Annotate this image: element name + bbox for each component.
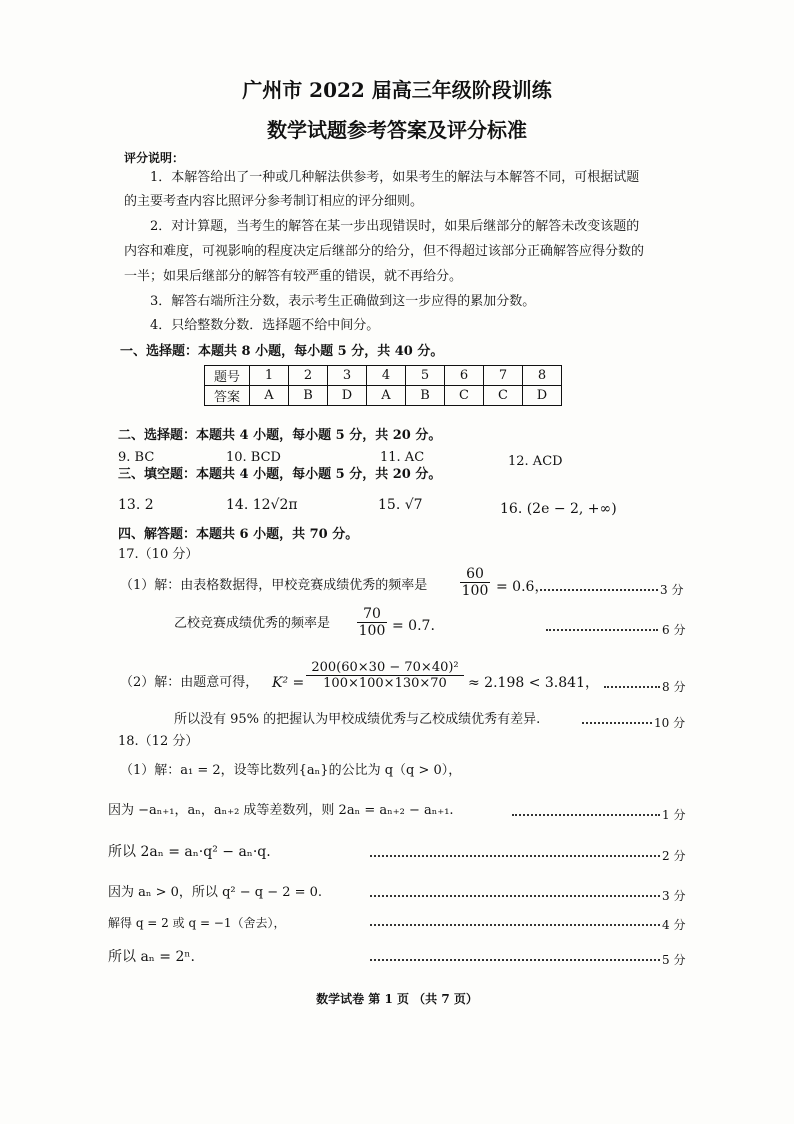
answer-item: 16. (2e − 2, +∞) (500, 501, 617, 517)
section-heading: 四、解答题：本题共 6 小题，共 70 分。 (118, 527, 359, 542)
solution-line: （1）解：由表格数据得，甲校竞赛成绩优秀的频率是 (120, 578, 428, 593)
score-mark: 3 分 (660, 583, 684, 597)
note-line: 4．只给整数分数．选择题不给中间分。 (150, 318, 380, 333)
answer-table (204, 365, 562, 406)
dot-leader (512, 814, 660, 816)
note-line: 3．解答右端所注分数，表示考生正确做到这一步应得的累加分数。 (150, 294, 536, 309)
solution-result: = 0.6， (496, 579, 549, 595)
denominator: 100×100×130×70 (306, 675, 464, 691)
dot-leader (370, 924, 660, 926)
table-cell: 题号 (205, 366, 250, 386)
score-mark: 6 分 (662, 623, 686, 637)
question-number: 17.（10 分） (118, 547, 199, 562)
table-cell: A (250, 386, 289, 406)
denominator: 100 (358, 623, 386, 639)
score-mark: 1 分 (662, 808, 686, 822)
solution-line: 所以 2aₙ = aₙ·q² − aₙ·q. (108, 844, 271, 860)
denominator: 100 (461, 583, 489, 599)
fraction (306, 660, 464, 691)
notes-heading: 评分说明： (124, 151, 185, 165)
solution-line: 所以没有 95% 的把握认为甲校成绩优秀与乙校成绩优秀有差异. (174, 712, 541, 727)
table-cell: B (406, 386, 445, 406)
solution-line: 因为 −aₙ₊₁，aₙ，aₙ₊₂ 成等差数列，则 2aₙ = aₙ₊₂ − aₙ₊₁. (108, 803, 454, 818)
table-cell: 1 (250, 366, 289, 386)
dot-leader (370, 855, 660, 857)
note-line: 一半；如果后继部分的解答有较严重的错误，就不再给分。 (124, 269, 463, 284)
solution-line: 乙校竞赛成绩优秀的频率是 (174, 616, 331, 631)
table-cell: 8 (523, 366, 562, 386)
solution-result: = 0.7. (392, 618, 435, 634)
section-heading: 三、填空题：本题共 4 小题，每小题 5 分，共 20 分。 (118, 467, 442, 482)
solution-result: ≈ 2.198 < 3.841， (468, 675, 599, 691)
table-cell: D (523, 386, 562, 406)
score-mark: 10 分 (654, 716, 686, 730)
fraction (460, 566, 490, 599)
solution-line: 解得 q = 2 或 q = −1（舍去）， (108, 916, 286, 930)
solution-line: （2）解：由题意可得， (120, 675, 259, 690)
page-footer: 数学试卷 第 1 页 （共 7 页） (316, 992, 478, 1006)
table-cell: 4 (367, 366, 406, 386)
dot-leader (370, 959, 660, 961)
table-cell: B (289, 386, 328, 406)
solution-line: （1）解：a₁ = 2，设等比数列{aₙ}的公比为 q（q > 0）， (120, 763, 462, 778)
question-number: 18.（12 分） (118, 734, 199, 749)
table-cell: C (445, 386, 484, 406)
score-mark: 2 分 (662, 849, 686, 863)
answer-item: 12. ACD (508, 454, 563, 469)
answer-item: 11. AC (380, 450, 425, 465)
answer-item: 15. √7 (378, 497, 423, 513)
dot-leader (546, 629, 658, 631)
dot-leader (540, 589, 658, 591)
note-line: 的主要考查内容比照评分参考制订相应的评分细则。 (124, 194, 424, 209)
solution-line: 因为 aₙ > 0，所以 q² − q − 2 = 0. (108, 885, 323, 900)
table-cell: 2 (289, 366, 328, 386)
table-cell: 3 (328, 366, 367, 386)
section-heading: 二、选择题：本题共 4 小题，每小题 5 分，共 20 分。 (118, 428, 442, 443)
fraction (357, 606, 387, 639)
score-mark: 4 分 (662, 918, 686, 932)
note-line: 内容和难度，可视影响的程度决定后继部分的给分，但不得超过该部分正确解答应得分数的 (124, 244, 645, 259)
note-line: 1．本解答给出了一种或几种解法供参考，如果考生的解法与本解答不同，可根据试题 (150, 170, 640, 185)
table-cell: C (484, 386, 523, 406)
page-title: 广州市 2022 届高三年级阶段训练 (242, 78, 552, 102)
page-subtitle: 数学试题参考答案及评分标准 (267, 118, 527, 142)
table-row (205, 366, 562, 386)
numerator: 200(60×30 − 70×40)² (311, 660, 459, 675)
numerator: 70 (363, 606, 381, 622)
score-mark: 3 分 (662, 889, 686, 903)
table-cell: A (367, 386, 406, 406)
table-row (205, 386, 562, 406)
dot-leader (582, 722, 652, 724)
dot-leader (370, 895, 660, 897)
table-cell: 5 (406, 366, 445, 386)
dot-leader (604, 686, 660, 688)
score-mark: 5 分 (662, 953, 686, 967)
section-heading: 一、选择题：本题共 8 小题，每小题 5 分，共 40 分。 (120, 344, 444, 359)
solution-line: 所以 aₙ = 2ⁿ. (108, 949, 195, 965)
answer-item: 13. 2 (118, 497, 154, 513)
table-cell: 6 (445, 366, 484, 386)
note-line: 2．对计算题，当考生的解答在某一步出现错误时，如果后继部分的解答未改变该题的 (150, 219, 640, 234)
score-mark: 8 分 (662, 680, 686, 694)
table-cell: 7 (484, 366, 523, 386)
answer-item: 10. BCD (226, 450, 281, 465)
table-cell: D (328, 386, 367, 406)
answer-item: 9. BC (118, 450, 155, 465)
numerator: 60 (466, 566, 484, 582)
formula-lhs: K² = (272, 675, 305, 691)
answer-item: 14. 12√2π (226, 497, 298, 513)
table-cell: 答案 (205, 386, 250, 406)
